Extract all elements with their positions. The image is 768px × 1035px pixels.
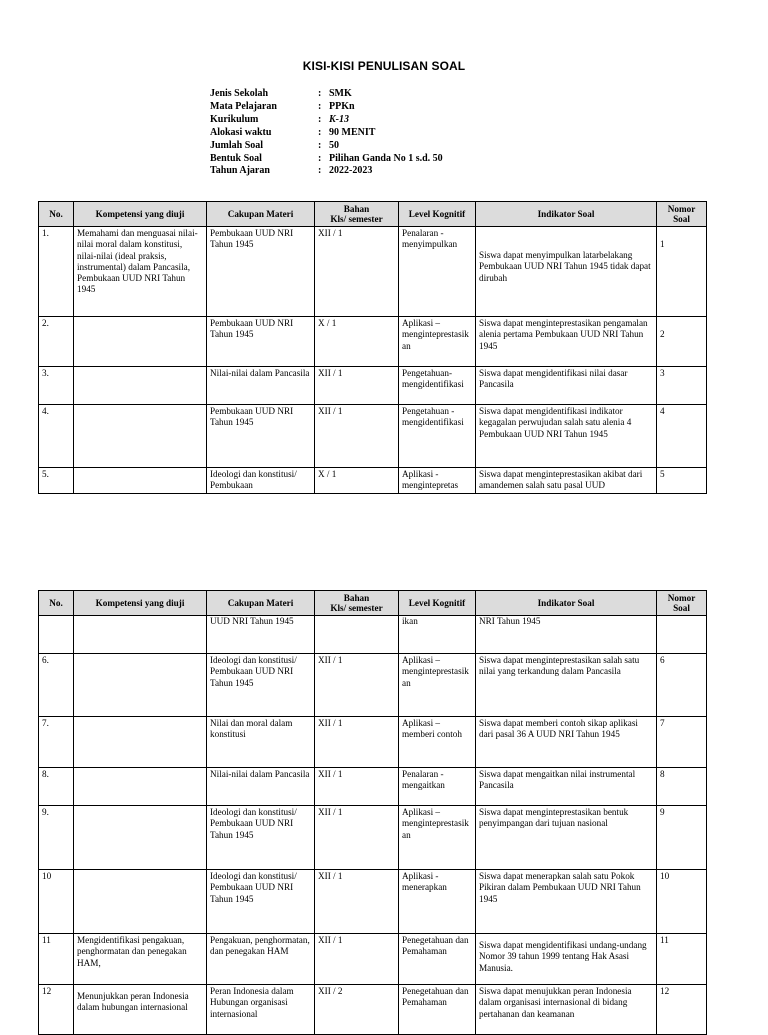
table-row bbox=[39, 654, 707, 717]
cell-indicator: Siswa dapat mengaitkan nilai instrumental Pancasila bbox=[476, 768, 657, 806]
cell-class-semester: XII / 1 bbox=[315, 367, 399, 405]
meta-row-time bbox=[210, 127, 443, 140]
table-row bbox=[39, 367, 707, 405]
meta-colon: : bbox=[318, 88, 322, 99]
cell-cognitive-level: Pengetahuan-mengidentifikasi bbox=[399, 367, 476, 405]
meta-colon: : bbox=[318, 139, 322, 151]
header-question-number-line1: Nomor bbox=[667, 203, 696, 214]
cell-no bbox=[39, 616, 74, 654]
cell-cognitive-level: Aplikasi – memberi contoh bbox=[399, 717, 476, 768]
document-title: KISI-KISI PENULISAN SOAL bbox=[302, 59, 466, 73]
cell-material-scope: Peran Indonesia dalam Hubungan organisasi internasional bbox=[207, 985, 315, 1035]
cell-question-number: 8 bbox=[657, 768, 707, 806]
cell-competency bbox=[74, 616, 207, 654]
cell-indicator: Siswa dapat menginteprestasikan pengamalan alenia pertama Pembukaan UUD NRI Tahun 1945 bbox=[476, 317, 657, 367]
cell-cognitive-level: Aplikasi - menerapkan bbox=[399, 870, 476, 934]
cell-cognitive-level: Penalaran - mengaitkan bbox=[399, 768, 476, 806]
table-row bbox=[39, 717, 707, 768]
header-material-scope: Cakupan Materi bbox=[207, 591, 315, 616]
header-cognitive-level: Level Kognitif bbox=[399, 591, 476, 616]
document-meta bbox=[210, 88, 443, 178]
meta-value: SMK bbox=[329, 88, 352, 99]
cell-competency: Menunjukkan peran Indonesia dalam hubungan internasional bbox=[74, 985, 207, 1035]
header-indicator: Indikator Soal bbox=[476, 591, 657, 616]
cell-no: 8. bbox=[39, 768, 74, 806]
cell-question-number: 10 bbox=[657, 870, 707, 934]
cell-competency bbox=[74, 405, 207, 468]
meta-label: Kurikulum bbox=[210, 113, 259, 125]
table-row bbox=[39, 870, 707, 934]
cell-material-scope: Ideologi dan konstitusi/ Pembukaan bbox=[207, 468, 315, 494]
meta-value: 50 bbox=[329, 139, 339, 151]
cell-no: 5. bbox=[39, 468, 74, 494]
meta-value: 2022-2023 bbox=[329, 165, 373, 177]
table-row bbox=[39, 317, 707, 367]
cell-cognitive-level: ikan bbox=[399, 616, 476, 654]
cell-class-semester: XII / 1 bbox=[315, 870, 399, 934]
cell-indicator: Siswa dapat mengidentifikasi undang-undang Nomor 39 tahun 1999 tentang Hak Asasi Manusia. bbox=[476, 934, 657, 985]
header-cognitive-level: Level Kognitif bbox=[399, 202, 476, 227]
cell-question-number: 4 bbox=[657, 405, 707, 468]
cell-cognitive-level: Penalaran - menyimpulkan bbox=[399, 227, 476, 317]
meta-colon: : bbox=[318, 126, 322, 138]
cell-class-semester: XII / 1 bbox=[315, 934, 399, 985]
table-header-row bbox=[39, 202, 707, 227]
meta-colon: : bbox=[318, 113, 322, 125]
cell-competency: Memahami dan menguasai nilai-nilai moral dalam konstitusi, nilai-nilai (ideal praksis, instrumental) dalam Pancasila, Pembukaan UUD NRI Tahun 1945 bbox=[74, 227, 207, 317]
table-row bbox=[39, 468, 707, 494]
cell-competency: Mengidentifikasi pengakuan, penghormatan dan penegakan HAM, bbox=[74, 934, 207, 985]
cell-no: 9. bbox=[39, 806, 74, 870]
cell-class-semester: XII / 1 bbox=[315, 654, 399, 717]
cell-class-semester: XII / 1 bbox=[315, 227, 399, 317]
meta-row-curriculum bbox=[210, 114, 443, 127]
header-question-number-line1: Nomor bbox=[667, 592, 696, 603]
cell-no: 6. bbox=[39, 654, 74, 717]
meta-label: Bentuk Soal bbox=[210, 152, 262, 164]
cell-material-scope: Pembukaan UUD NRI Tahun 1945 bbox=[207, 405, 315, 468]
cell-no: 2. bbox=[39, 317, 74, 367]
cell-competency bbox=[74, 717, 207, 768]
cell-question-number: 6 bbox=[657, 654, 707, 717]
header-class-semester-line2: Kls/ semester bbox=[330, 603, 383, 613]
cell-class-semester: X / 1 bbox=[315, 468, 399, 494]
meta-row-question-count bbox=[210, 140, 443, 153]
meta-label: Tahun Ajaran bbox=[210, 165, 270, 177]
meta-row-school-year bbox=[210, 165, 443, 178]
cell-class-semester: XII / 1 bbox=[315, 405, 399, 468]
cell-no: 3. bbox=[39, 367, 74, 405]
header-class-semester-line1: Bahan bbox=[343, 592, 370, 603]
header-question-number-line2: Soal bbox=[673, 214, 690, 224]
meta-label: Alokasi waktu bbox=[210, 126, 272, 138]
cell-material-scope: Ideologi dan konstitusi/ Pembukaan UUD NRI Tahun 1945 bbox=[207, 870, 315, 934]
cell-material-scope: Nilai dan moral dalam konstitusi bbox=[207, 717, 315, 768]
cell-class-semester bbox=[315, 616, 399, 654]
header-no: No. bbox=[39, 202, 74, 227]
meta-label: Mata Pelajaran bbox=[210, 100, 277, 112]
cell-question-number: 11 bbox=[657, 934, 707, 985]
cell-question-number bbox=[657, 616, 707, 654]
table-row bbox=[39, 934, 707, 985]
cell-question-number: 1 bbox=[657, 227, 707, 317]
meta-label: Jumlah Soal bbox=[210, 139, 264, 151]
cell-class-semester: XII / 1 bbox=[315, 717, 399, 768]
table-row bbox=[39, 806, 707, 870]
cell-competency bbox=[74, 654, 207, 717]
cell-material-scope: Nilai-nilai dalam Pancasila bbox=[207, 768, 315, 806]
table-header-row bbox=[39, 591, 707, 616]
cell-question-number: 7 bbox=[657, 717, 707, 768]
cell-no: 12 bbox=[39, 985, 74, 1035]
cell-no: 11 bbox=[39, 934, 74, 985]
cell-cognitive-level: Aplikasi – menginteprestasikan bbox=[399, 654, 476, 717]
cell-material-scope: Ideologi dan konstitusi/ Pembukaan UUD NRI Tahun 1945 bbox=[207, 806, 315, 870]
blueprint-table-1 bbox=[38, 201, 707, 494]
meta-row-school bbox=[210, 88, 443, 101]
cell-question-number: 9 bbox=[657, 806, 707, 870]
cell-class-semester: XII / 1 bbox=[315, 806, 399, 870]
cell-material-scope: Nilai-nilai dalam Pancasila bbox=[207, 367, 315, 405]
table-row bbox=[39, 227, 707, 317]
cell-cognitive-level: Penegetahuan dan Pemahaman bbox=[399, 985, 476, 1035]
cell-class-semester: X / 1 bbox=[315, 317, 399, 367]
header-question-number bbox=[657, 591, 707, 616]
table-row bbox=[39, 405, 707, 468]
table-row bbox=[39, 985, 707, 1035]
cell-question-number: 2 bbox=[657, 317, 707, 367]
cell-question-number: 5 bbox=[657, 468, 707, 494]
blueprint-table-2 bbox=[38, 590, 707, 1035]
meta-value: 90 MENIT bbox=[329, 126, 376, 138]
header-class-semester bbox=[315, 591, 399, 616]
cell-competency bbox=[74, 870, 207, 934]
cell-cognitive-level: Aplikasi - mengintepretas bbox=[399, 468, 476, 494]
cell-competency bbox=[74, 468, 207, 494]
cell-indicator: Siswa dapat menginteprestasikan bentuk penyimpangan dari tujuan nasional bbox=[476, 806, 657, 870]
cell-indicator: NRI Tahun 1945 bbox=[476, 616, 657, 654]
cell-indicator: Siswa dapat menginteprestasikan akibat dari amandemen salah satu pasal UUD bbox=[476, 468, 657, 494]
table-row bbox=[39, 768, 707, 806]
cell-cognitive-level: Aplikasi – menginteprestasikan bbox=[399, 806, 476, 870]
meta-colon: : bbox=[318, 152, 322, 164]
cell-competency bbox=[74, 768, 207, 806]
cell-cognitive-level: Penegetahuan dan Pemahaman bbox=[399, 934, 476, 985]
cell-indicator: Siswa dapat mengidentifikasi indikator kegagalan perwujudan salah satu alenia 4 Pembukaan UUD NRI Tahun 1945 bbox=[476, 405, 657, 468]
cell-material-scope: Pengakuan, penghormatan, dan penegakan HAM bbox=[207, 934, 315, 985]
header-competency: Kompetensi yang diuji bbox=[74, 202, 207, 227]
cell-no: 4. bbox=[39, 405, 74, 468]
cell-indicator: Siswa dapat menyimpulkan latarbelakang Pembukaan UUD NRI Tahun 1945 tidak dapat dirubah bbox=[476, 227, 657, 317]
header-material-scope: Cakupan Materi bbox=[207, 202, 315, 227]
meta-value: K-13 bbox=[329, 113, 349, 125]
cell-no: 1. bbox=[39, 227, 74, 317]
meta-row-subject bbox=[210, 101, 443, 114]
header-question-number bbox=[657, 202, 707, 227]
meta-label: Jenis Sekolah bbox=[210, 88, 269, 99]
cell-class-semester: XII / 2 bbox=[315, 985, 399, 1035]
cell-material-scope: Pembukaan UUD NRI Tahun 1945 bbox=[207, 317, 315, 367]
cell-question-number: 3 bbox=[657, 367, 707, 405]
header-question-number-line2: Soal bbox=[673, 603, 690, 613]
meta-value: Pilihan Ganda No 1 s.d. 50 bbox=[329, 152, 443, 164]
cell-material-scope: UUD NRI Tahun 1945 bbox=[207, 616, 315, 654]
header-no: No. bbox=[39, 591, 74, 616]
meta-value: PPKn bbox=[329, 100, 355, 112]
cell-material-scope: Ideologi dan konstitusi/ Pembukaan UUD NRI Tahun 1945 bbox=[207, 654, 315, 717]
cell-class-semester: XII / 1 bbox=[315, 768, 399, 806]
cell-competency bbox=[74, 806, 207, 870]
cell-indicator: Siswa dapat menujukkan peran Indonesia dalam organisasi internasional di bidang pertahanan dan keamanan bbox=[476, 985, 657, 1035]
cell-no: 7. bbox=[39, 717, 74, 768]
meta-colon: : bbox=[318, 100, 322, 112]
meta-colon: : bbox=[318, 165, 322, 177]
cell-indicator: Siswa dapat memberi contoh sikap aplikasi dari pasal 36 A UUD NRI Tahun 1945 bbox=[476, 717, 657, 768]
cell-question-number: 12 bbox=[657, 985, 707, 1035]
cell-competency bbox=[74, 367, 207, 405]
cell-no: 10 bbox=[39, 870, 74, 934]
header-class-semester-line1: Bahan bbox=[343, 203, 370, 214]
cell-competency bbox=[74, 317, 207, 367]
cell-indicator: Siswa dapat mengidentifikasi nilai dasar Pancasila bbox=[476, 367, 657, 405]
cell-material-scope: Pembukaan UUD NRI Tahun 1945 bbox=[207, 227, 315, 317]
cell-indicator: Siswa dapat menerapkan salah satu Pokok Pikiran dalam Pembukaan UUD NRI Tahun 1945 bbox=[476, 870, 657, 934]
header-competency: Kompetensi yang diuji bbox=[74, 591, 207, 616]
header-class-semester bbox=[315, 202, 399, 227]
meta-row-question-form bbox=[210, 153, 443, 166]
header-indicator: Indikator Soal bbox=[476, 202, 657, 227]
cell-cognitive-level: Aplikasi – menginteprestasikan bbox=[399, 317, 476, 367]
table-row bbox=[39, 616, 707, 654]
cell-cognitive-level: Pengetahuan - mengidentifikasi bbox=[399, 405, 476, 468]
cell-indicator: Siswa dapat menginteprestasikan salah satu nilai yang terkandung dalam Pancasila bbox=[476, 654, 657, 717]
header-class-semester-line2: Kls/ semester bbox=[330, 214, 383, 224]
